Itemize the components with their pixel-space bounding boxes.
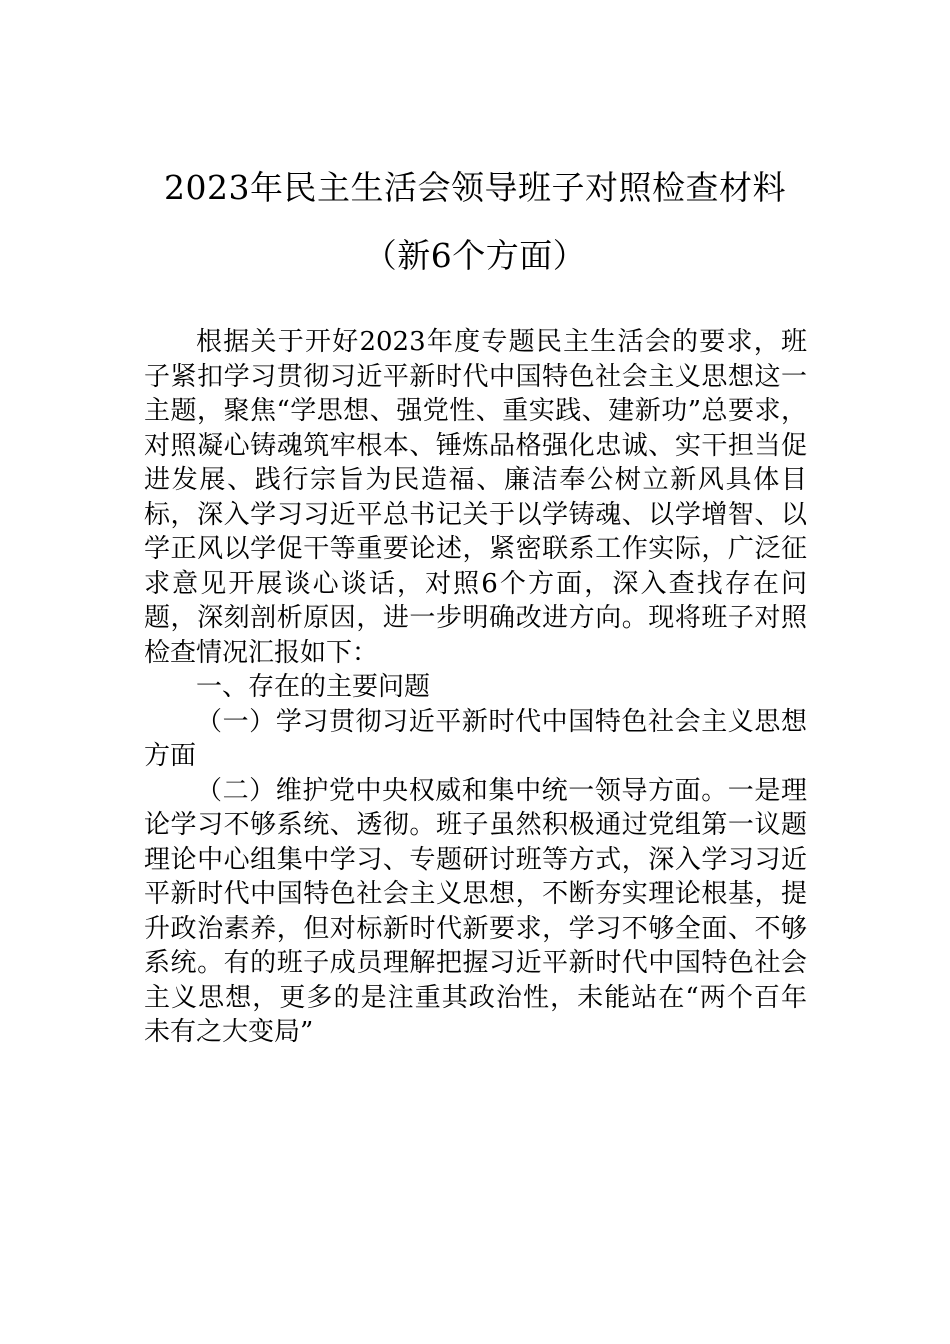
section-heading-problems: 一、存在的主要问题	[196, 672, 431, 702]
document-title: 2023年民主生活会领导班子对照检查材料	[164, 168, 786, 207]
intro-paragraph: 根据关于开好2023年度专题民主生活会的要求，班子紧扣学习贯彻习近平新时代中国特色社会主义思想这一主题，聚焦“学思想、强党性、重实践、建新功”总要求，对照凝心铸魂筑牢根本、锤炼品格强化忠诚、实干担当促进发展、践行宗旨为民造福、廉洁奉公树立新风具体目标，深入学习习近平总书记关于以学铸魂、以学增智、以学正风以学促干等重要论述，紧密联系工作实际，广泛征求意见开展谈心谈话，对照6个方面，深入查找存在问题，深刻剖析原因，进一步明确改进方向。现将班子对照检查情况汇报如下：	[144, 327, 807, 668]
subsection-heading-1: （一）学习贯彻习近平新时代中国特色社会主义思想方面	[144, 706, 807, 771]
document-subtitle: （新6个方面）	[363, 236, 587, 275]
subsection-paragraph-2: （二）维护党中央权威和集中统一领导方面。一是理论学习不够系统、透彻。班子虽然积极通过党组第一议题理论中心组集中学习、专题研讨班等方式，深入学习习近平新时代中国特色社会主义思想，不断夯实理论根基，提升政治素养，但对标新时代新要求，学习不够全面、不够系统。有的班子成员理解把握习近平新时代中国特色社会主义思想，更多的是注重其政治性，未能站在“两个百年未有之大变局”	[144, 775, 807, 1047]
document-body	[144, 325, 807, 1050]
